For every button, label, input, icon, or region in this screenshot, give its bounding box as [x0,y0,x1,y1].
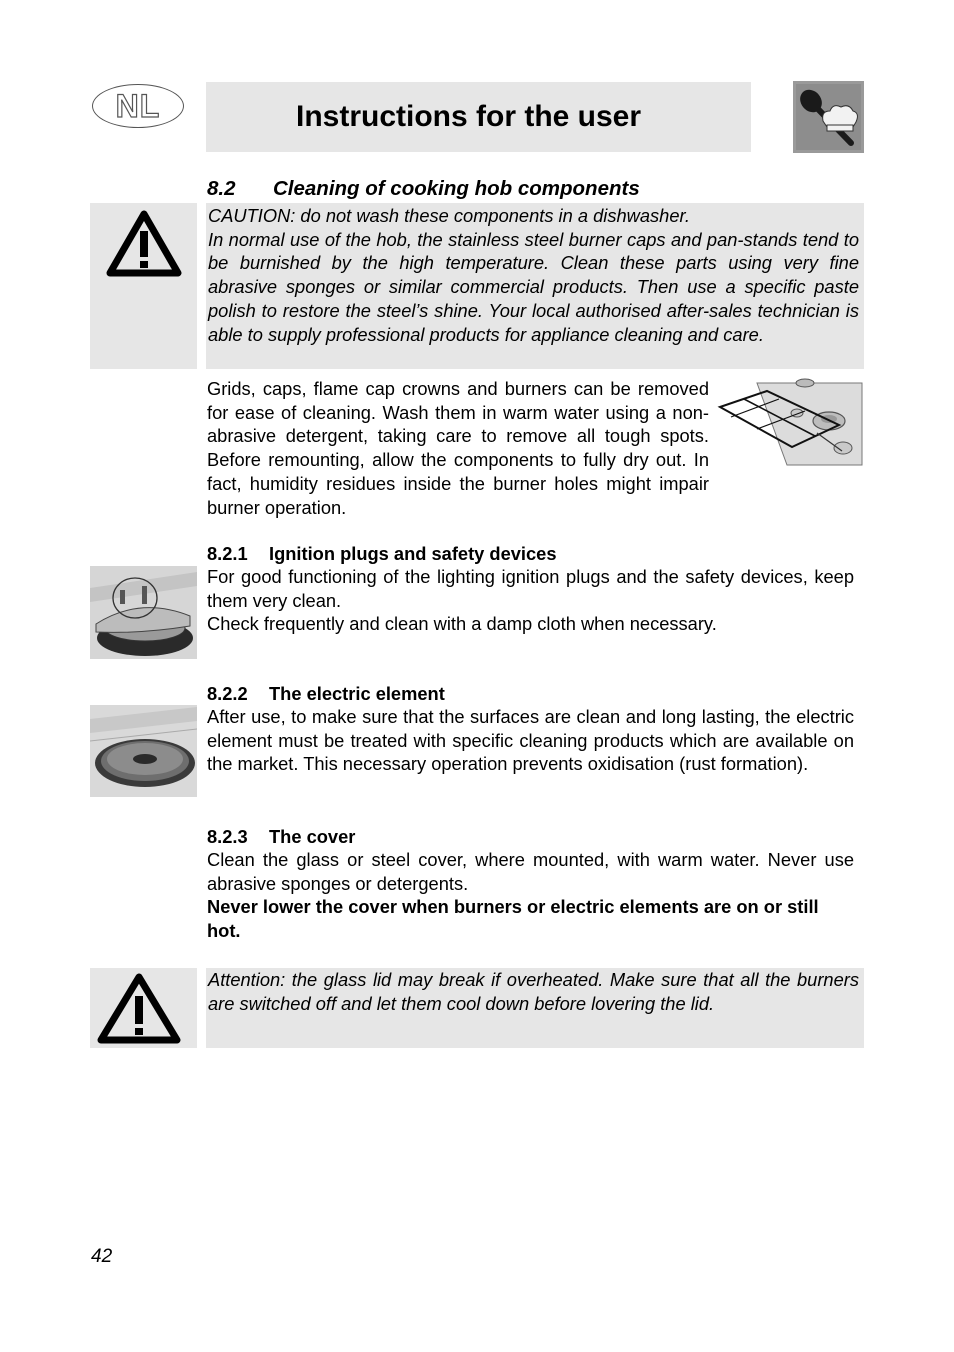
attention-panel [206,968,864,1048]
section-number: 8.2 [207,177,236,200]
subsection-electric-element [207,683,854,776]
subsection-title [207,543,854,565]
grids-cleaning-text: Grids, caps, flame cap crowns and burners can be removed for ease of cleaning. Wash them in warm water using a non-abrasive detergent, taking care to remove all tough spots. Before remounting, allow the components to fully dry out. In fact, humidity residues inside the burner holes might impair burner operation. [207,378,709,518]
attention-icon-panel [90,968,197,1048]
subsection-title-text: The cover [269,826,356,847]
caution-text: In normal use of the hob, the stainless steel burner caps and pan-stands tend to be burnished by the high temperature. Clean these parts using very fine abrasive sponges or similar commercial products. Then use a specific paste polish to restore the steel’s shine. Your local authorised after-sales technician is able to supply professional products for appliance cleaning and care. [208,228,859,345]
section-title [207,177,640,201]
page-number: 42 [91,1246,113,1267]
subsection-number: 8.2.2 [207,683,248,704]
subsection-title [207,683,854,705]
chef-spoon-logo-icon [793,81,864,153]
subsection-title [207,826,854,848]
subsection-number: 8.2.3 [207,826,248,847]
subsection-title-text: Ignition plugs and safety devices [269,543,557,564]
subsection-ignition [207,543,854,636]
section-title-text: Cleaning of cooking hob components [273,177,640,200]
caution-heading: CAUTION: do not wash these components in a dishwasher. [208,205,690,226]
page-header [206,82,751,152]
ignition-plug-illustration [90,566,197,659]
subsection-number: 8.2.1 [207,543,248,564]
subsection-title-text: The electric element [269,683,445,704]
page-title: Instructions for the user [296,100,642,133]
warning-triangle-icon [106,209,182,279]
cover-warning: Never lower the cover when burners or electric elements are on or still hot. [207,896,819,942]
electric-element-illustration [90,705,197,797]
electric-element-text: After use, to make sure that the surfaces are clean and long lasting, the electric element must be treated with specific cleaning products which are available on the market. This necessary operation prevents oxidisation (rust formation). [207,706,854,775]
caution-panel [206,203,864,369]
ignition-check-text: Check frequently and clean with a damp cloth when necessary. [207,613,717,635]
ignition-text: For good functioning of the lighting ignition plugs and the safety devices, keep them very clean. [207,566,854,611]
subsection-cover [207,826,854,943]
language-badge: NL [92,84,184,128]
cover-text: Clean the glass or steel cover, where mounted, with warm water. Never use abrasive sponges or detergents. [207,849,854,894]
caution-icon-panel [90,203,197,369]
warning-triangle-icon [96,972,182,1046]
hob-grid-illustration [717,373,864,471]
attention-text: Attention: the glass lid may break if overheated. Make sure that all the burners are switched off and let them cool down before lovering the lid. [208,969,859,1014]
